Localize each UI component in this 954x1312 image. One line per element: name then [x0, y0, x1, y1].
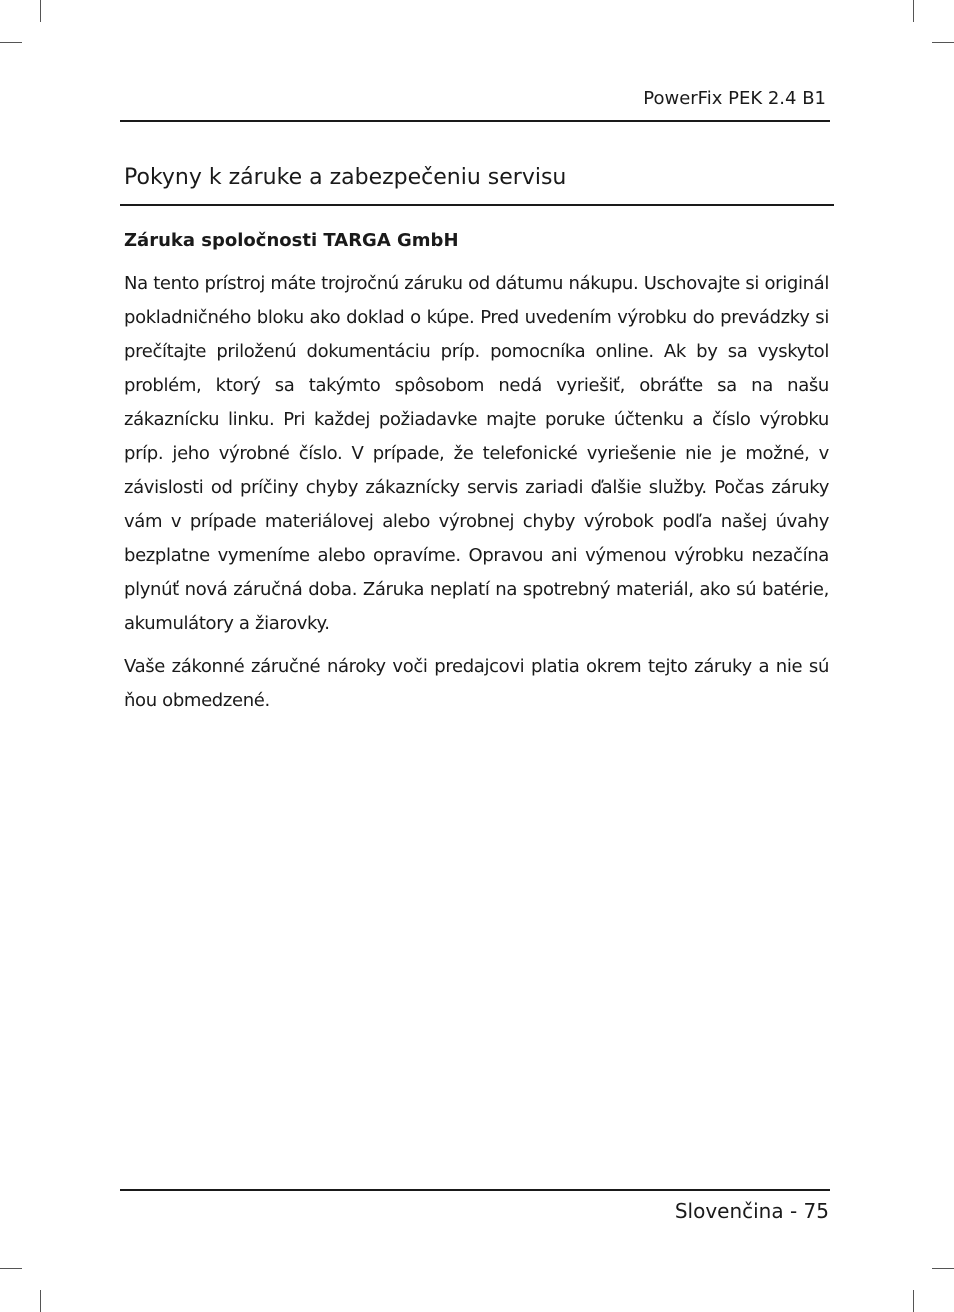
section-title: Pokyny k záruke a zabezpečeniu servisu — [124, 165, 567, 190]
crop-mark-right-bottom — [932, 1268, 954, 1269]
crop-mark-bottom-left — [40, 1290, 41, 1312]
running-header: PowerFix PEK 2.4 B1 — [643, 88, 826, 109]
crop-mark-top-right — [913, 0, 914, 22]
crop-mark-bottom-right — [913, 1290, 914, 1312]
footer-rule — [120, 1189, 830, 1191]
crop-mark-top-left — [40, 0, 41, 22]
crop-mark-left-bottom — [0, 1268, 22, 1269]
page-footer: Slovenčina - 75 — [674, 1199, 829, 1223]
crop-mark-left-top — [0, 42, 22, 43]
warranty-paragraph: Na tento prístroj máte trojročnú záruku od dátumu nákupu. Uschovajte si originál pokladničného bloku ako doklad o kúpe. Pred uvedením výrobku do prevádzky si prečítajte priloženú dokumentáciu príp. pomocníka online. Ak by sa vyskytol problém, ktorý sa takýmto spôsobom nedá vyriešiť, obráťte sa na našu zákaznícku linku. Pri každej požiadavke majte poruke účtenku a číslo výrobku príp. jeho výrobné číslo. V prípade, že telefonické vyriešenie nie je možné, v závislosti od príčiny chyby zákaznícky servis zariadi ďalšie služby. Počas záruky vám v prípade materiálovej alebo výrobnej chyby výrobok podľa našej úvahy bezplatne vymeníme alebo opravíme. Opravou ani výmenou výrobku nezačína plynúť nová záručná doba. Záruka neplatí na spotrebný materiál, ako sú batérie, akumulátory a žiarovky. — [124, 273, 829, 634]
header-rule — [120, 120, 830, 122]
section-rule — [120, 204, 834, 206]
subheading: Záruka spoločnosti TARGA GmbH — [124, 230, 459, 251]
legal-claims-paragraph: Vaše zákonné záručné nároky voči predajcovi platia okrem tejto záruky a nie sú ňou obmedzené. — [124, 656, 829, 711]
crop-mark-right-top — [932, 42, 954, 43]
